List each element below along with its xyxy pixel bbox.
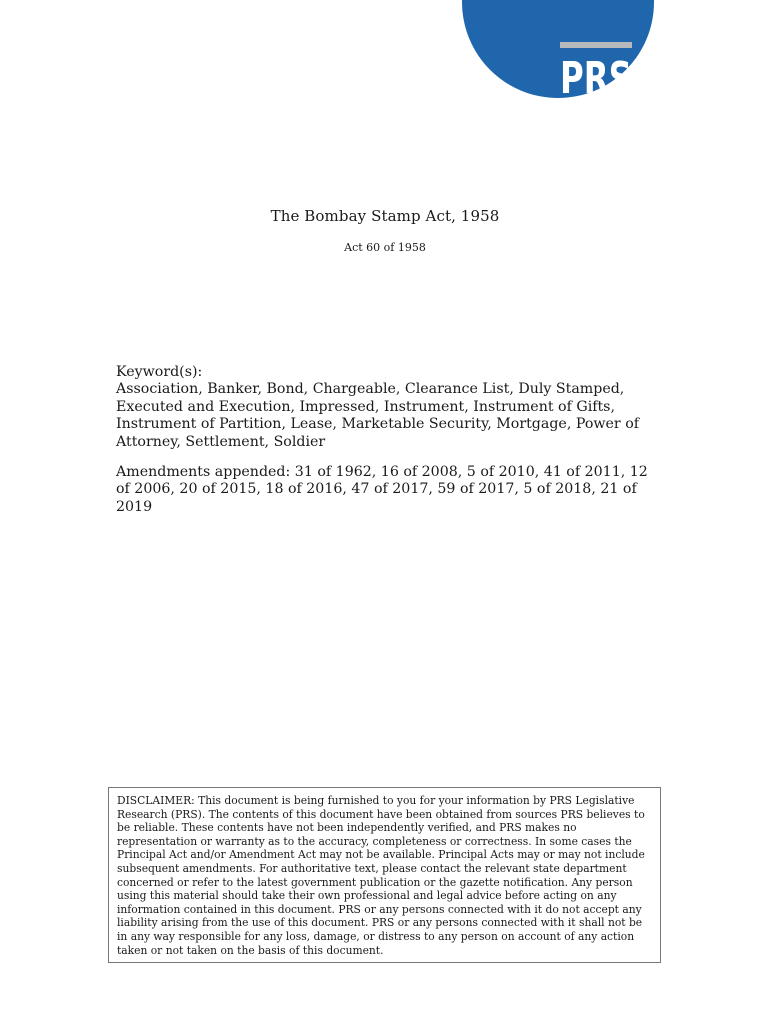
keywords-list: Association, Banker, Bond, Chargeable, Clearance List, Duly Stamped, Executed and Execution, Impressed, Instrument, Instrument of Gifts, Instrument of Partition, Lease, Marketable Security, Mortgage, Power of Attorney, Settlement, Soldier <box>116 381 639 450</box>
prs-logo <box>462 0 654 140</box>
page-title: The Bombay Stamp Act, 1958 <box>270 207 500 225</box>
act-number: Act 60 of 1958 <box>344 241 426 254</box>
keywords-section <box>116 364 656 451</box>
disclaimer-text: DISCLAIMER: This document is being furnished to you for your information by PRS Legislative Research (PRS). The contents of this document have been obtained from sources PRS believes to be reliable. These contents have not been independently verified, and PRS makes no representation or warranty as to the accuracy, completeness or correctness. In some cases the Principal Act and/or Amendment Act may not be available. Principal Acts may or may not include subsequent amendments. For authoritative text, please contact the relevant state department concerned or refer to the latest government publication or the gazette notification. Any person using this material should take their own professional and legal advice before acting on any information contained in this document. PRS or any persons connected with it do not accept any liability arising from the use of this document. PRS or any persons connected with it shall not be in any way responsible for any loss, damage, or distress to any person on account of any action taken or not taken on the basis of this document. <box>117 794 645 957</box>
logo-bar <box>560 42 632 48</box>
amendments-section <box>116 464 661 516</box>
amendments-text: Amendments appended: 31 of 1962, 16 of 2008, 5 of 2010, 41 of 2011, 12 of 2006, 20 of 2015, 18 of 2016, 47 of 2017, 59 of 2017, 5 of 2018, 21 of 2019 <box>116 464 648 515</box>
logo-text: PRS <box>560 53 632 104</box>
keywords-heading: Keyword(s): <box>116 364 203 380</box>
disclaimer-box <box>108 787 661 963</box>
prs-logo-graphic <box>462 0 654 140</box>
